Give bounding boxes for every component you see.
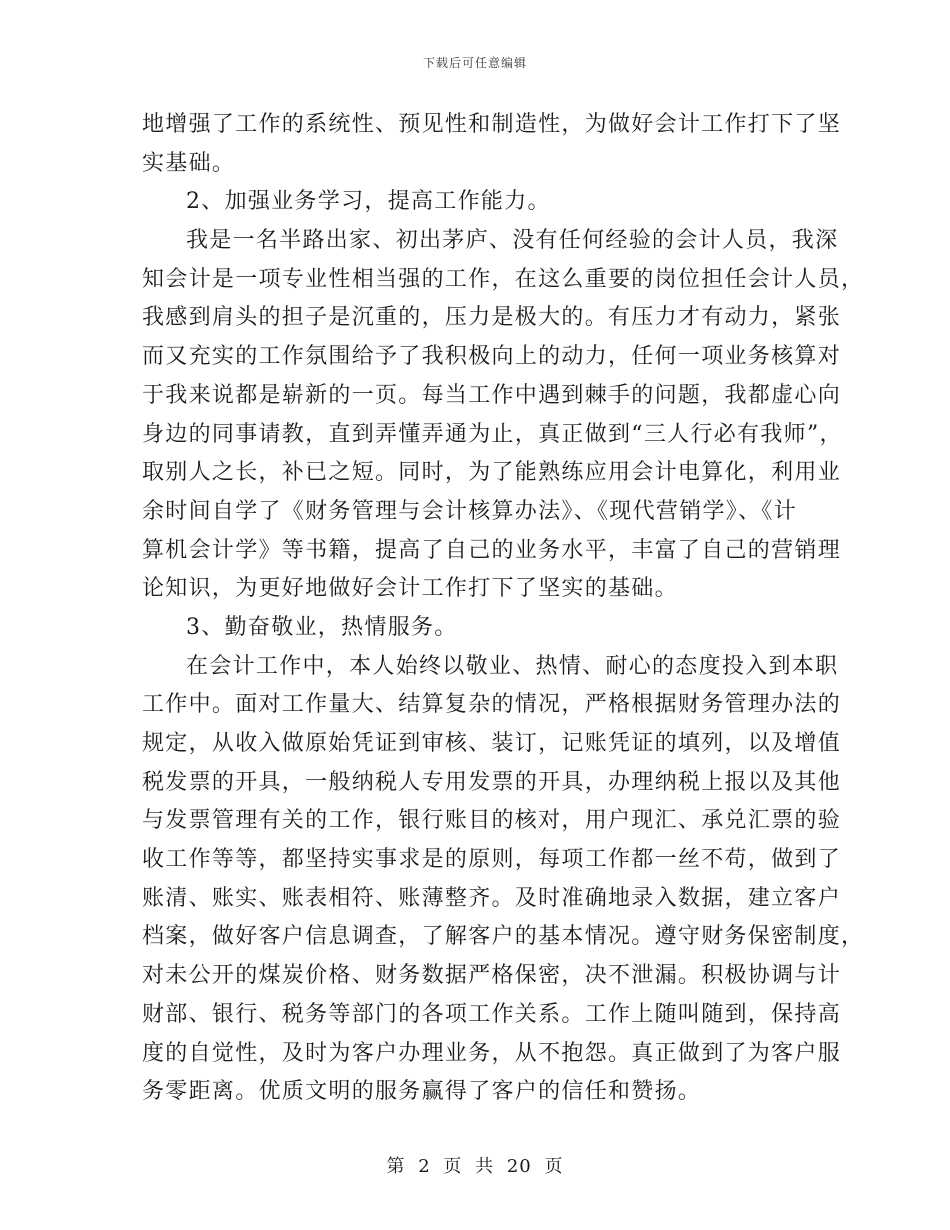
text-line: 度的自觉性，及时为客户办理业务，从不抱怨。真正做到了为客户服 [142, 1040, 842, 1066]
text-line: 账清、账实、账表相符、账薄整齐。及时准确地录入数据，建立客户 [142, 885, 842, 911]
text-line: 税发票的开具，一般纳税人专用发票的开具，办理纳税上报以及其他 [142, 769, 842, 795]
text-line: 我是一名半路出家、初出茅庐、没有任何经验的会计人员，我深 [186, 228, 839, 254]
text-line: 与发票管理有关的工作，银行账目的核对，用户现汇、承兑汇票的验 [142, 808, 842, 834]
section-heading: 2、加强业务学习，提高工作能力。 [186, 189, 551, 215]
text-line: 对未公开的煤炭价格、财务数据严格保密，决不泄漏。积极协调与计 [142, 963, 842, 989]
text-line: 务零距离。优质文明的服务赢得了客户的信任和赞扬。 [142, 1079, 702, 1105]
text-line: 论知识，为更好地做好会计工作打下了坚实的基础。 [142, 576, 678, 602]
page-header-note: 下载后可任意编辑 [422, 56, 527, 70]
text-line: 算机会计学》等书籍，提高了自己的业务水平，丰富了自己的营销理 [142, 537, 842, 563]
text-line: 档案，做好客户信息调查，了解客户的基本情况。遵守财务保密制度， [142, 924, 865, 950]
document-body [142, 106, 865, 1112]
text-line: 身边的同事请教，直到弄懂弄通为止，真正做到“三人行必有我师”， [142, 421, 843, 447]
text-line: 规定，从收入做原始凭证到审核、装订，记账凭证的填列，以及增值 [142, 731, 842, 756]
text-line: 而又充实的工作氛围给予了我积极向上的动力，任何一项业务核算对 [142, 344, 842, 370]
section-heading: 3、勤奋敬业，热情服务。 [186, 614, 458, 640]
text-line: 地增强了工作的系统性、预见性和制造性，为做好会计工作打下了坚 [142, 112, 842, 137]
text-line: 财部、银行、税务等部门的各项工作关系。工作上随叫随到，保持高 [142, 1001, 842, 1027]
text-line: 取别人之长，补已之短。同时，为了能熟练应用会计电算化，利用业 [142, 460, 842, 486]
text-line: 于我来说都是崭新的一页。每当工作中遇到棘手的问题，我都虚心向 [142, 382, 842, 408]
text-line: 余时间自学了《财务管理与会计核算办法》、《现代营销学》、《计 [142, 498, 798, 524]
text-line: 实基础。 [142, 150, 236, 176]
text-line: 我感到肩头的担子是沉重的，压力是极大的。有压力才有动力，紧张 [142, 305, 842, 331]
text-line: 收工作等等，都坚持实事求是的原则，每项工作都一丝不苟，做到了 [142, 847, 842, 873]
page-number-footer: 第 2 页 共 20 页 [386, 1156, 564, 1177]
text-line: 工作中。面对工作量大、结算复杂的情况，严格根据财务管理办法的 [142, 692, 842, 718]
text-line: 知会计是一项专业性相当强的工作，在这么重要的岗位担任会计人员， [142, 266, 865, 292]
text-line: 在会计工作中，本人始终以敬业、热情、耐心的态度投入到本职 [186, 653, 839, 679]
